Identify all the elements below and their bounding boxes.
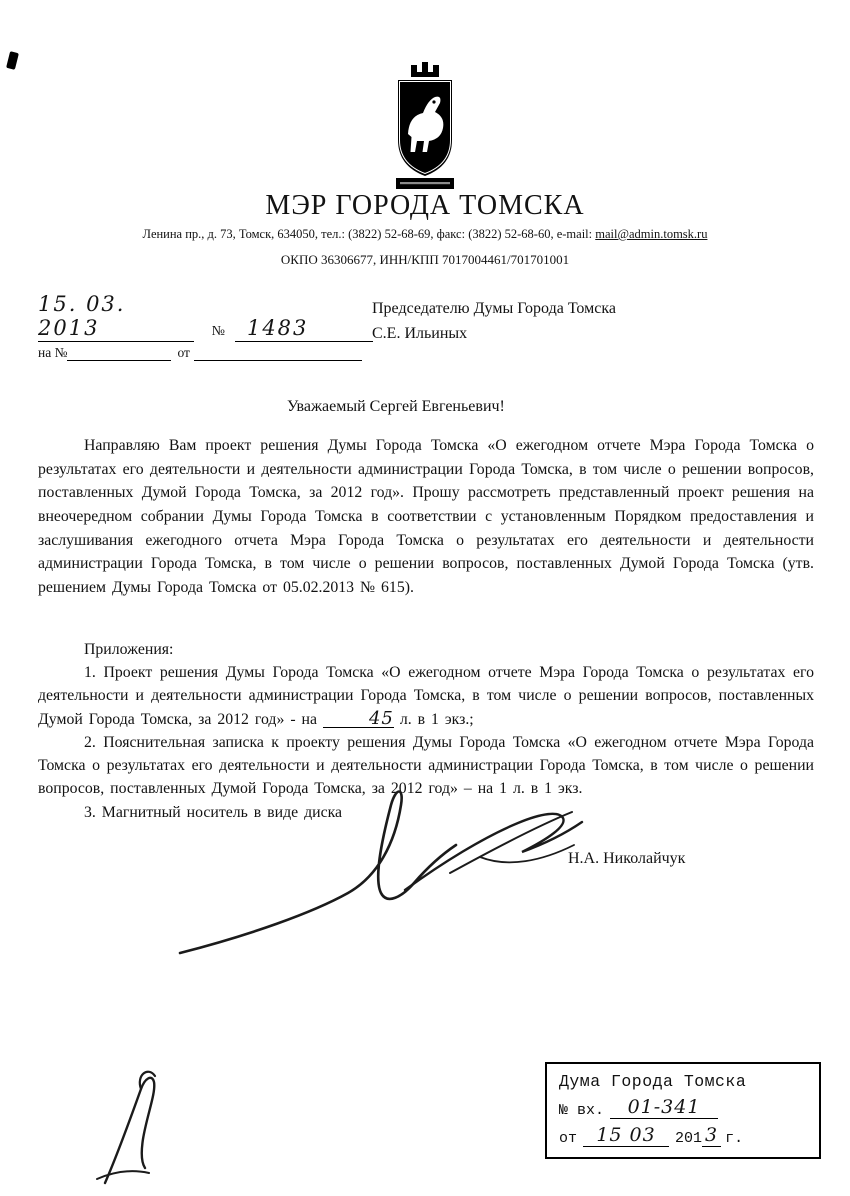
stamp-year-printed: 201 (675, 1130, 703, 1147)
email-link[interactable]: mail@admin.tomsk.ru (595, 227, 708, 241)
outgoing-ref-block (38, 292, 373, 361)
stamp-year-handwritten: 3 (702, 1124, 721, 1147)
address-line (0, 227, 850, 242)
attachment-item-3: 3. Магнитный носитель в виде диска (84, 803, 343, 821)
tomsk-coat-of-arms (390, 62, 460, 199)
number-sign: № (211, 324, 225, 339)
stamp-in-label: № вх. (559, 1102, 605, 1119)
attachment-item-2: 2. Пояснительная записка к проекту решения Думы Города Томска «О ежегодном отчете Мэра Города Томска о результатах его деятельности и деятельности администрации Города Томска, в том числе о решении вопросов, поставленных Думой Города Томска, за 2012 год» – на 1 л. в 1 экз. (38, 733, 814, 798)
recipient-block (372, 297, 616, 347)
registration-codes: ОКПО 36306677, ИНН/КПП 7017004461/701701001 (280, 252, 570, 267)
address-text: Ленина пр., д. 73, Томск, 634050, тел.: (3822) 52-68-69, факс: (3822) 52-68-60, e-mail: (142, 227, 596, 241)
stamp-org-name: Дума Города Томска (559, 1072, 747, 1091)
attachment-1-text: 1. Проект решения Думы Города Томска «О ежегодном отчете Мэра Города Томска о результатах его деятельности и деятельности администрации Города Томска, в том числе о решении вопросов, поставленных Думой Города Томска, за 2012 год» - на (38, 664, 814, 728)
attachments-section (38, 638, 814, 824)
stamp-in-number-handwritten: 01-341 (610, 1096, 718, 1119)
from-label: от (177, 345, 190, 360)
scan-artifact (6, 51, 19, 70)
coat-of-arms-icon (390, 62, 460, 194)
org-title: МЭР ГОРОДА ТОМСКА (265, 190, 585, 221)
from-blank (194, 346, 362, 361)
ref-line-1 (38, 292, 373, 342)
stamp-year-suffix: г. (725, 1130, 744, 1147)
handwritten-mark (75, 1055, 195, 1190)
stamp-date-line (559, 1124, 811, 1147)
on-number-label: на № (38, 345, 68, 360)
stamp-date-label: от (559, 1130, 578, 1147)
salutation: Уважаемый Сергей Евгеньевич! (287, 398, 505, 415)
recipient-position: Председателю Думы Города Томска (372, 300, 616, 317)
outgoing-number-handwritten: 1483 (235, 316, 373, 342)
attachment-1-pages-handwritten: 45 (323, 710, 394, 728)
ref-line-2 (38, 345, 373, 361)
body-paragraph: Направляю Вам проект решения Думы Города Томска «О ежегодном отчете Мэра Города Томска о результатах его деятельности и деятельности администрации Города Томска, в том числе о решении вопросов, поставленных Думой Города Томска, за 2012 год». Прошу рассмотреть представленный проект решения на внеочередном собрании Думы Города Томска в соответствии с установленным Порядком предоставления и заслушивания ежегодного отчета Мэра Города Томска о результатах его деятельности и деятельности администрации Города Томска, в том числе о решении вопросов, поставленных Думой Города Томска (утв. решением Думы Города Томска от 05.02.2013 № 615). (38, 437, 814, 597)
signatory-name: Н.А. Николайчук (568, 850, 686, 867)
stamp-incoming-line (559, 1096, 811, 1119)
attachment-item-1 (38, 661, 814, 731)
on-number-blank (67, 346, 171, 361)
attachments-title: Приложения: (84, 641, 174, 658)
stamp-date-handwritten: 15 03 (583, 1124, 669, 1147)
attachment-1-suffix: л. в 1 экз.; (399, 710, 474, 728)
recipient-name: С.Е. Ильиных (372, 324, 468, 342)
incoming-stamp (545, 1062, 821, 1159)
outgoing-date-handwritten: 15. 03. 2013 (38, 292, 194, 342)
